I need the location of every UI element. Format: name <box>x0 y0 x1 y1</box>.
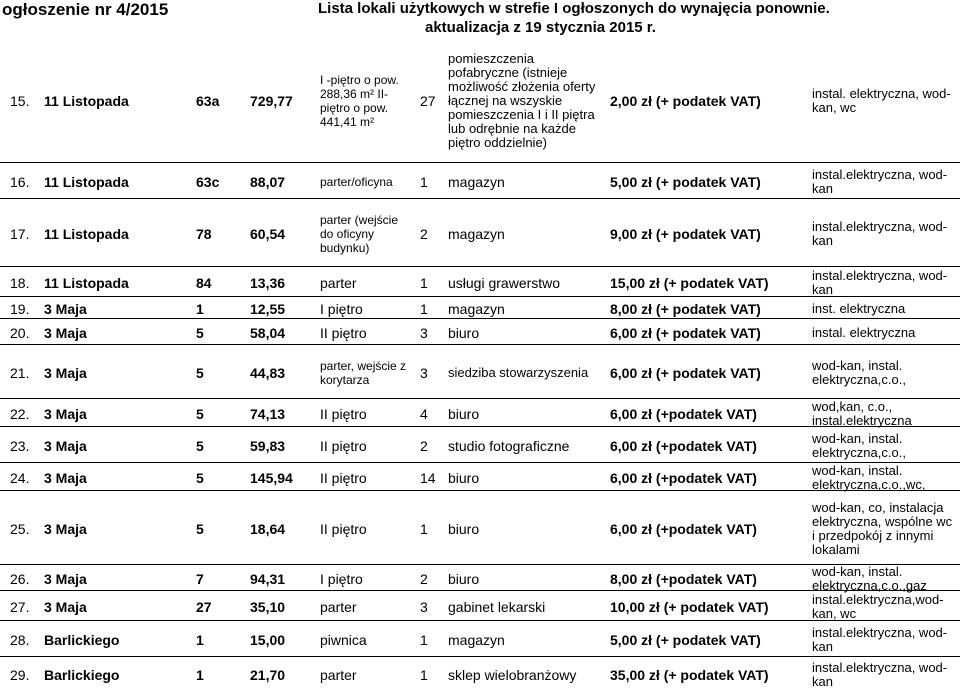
table-row <box>0 266 960 297</box>
table-row <box>0 344 960 399</box>
cell-rate: 6,00 zł (+podatek VAT) <box>610 469 757 486</box>
cell-floor: I -piętro o pow. 288,36 m² II-piętro o pow. 441,41 m² <box>320 73 399 129</box>
cell-floor: II piętro <box>320 520 367 537</box>
table-row <box>0 426 960 463</box>
cell-num: 5 <box>196 405 204 422</box>
cell-count: 27 <box>420 93 436 109</box>
cell-area: 145,94 <box>250 469 293 486</box>
cell-num: 1 <box>196 631 204 648</box>
cell-purpose: studio fotograficzne <box>448 437 570 454</box>
cell-count: 14 <box>420 469 436 486</box>
cell-rate: 8,00 zł (+podatek VAT) <box>610 570 757 587</box>
cell-num: 78 <box>196 225 212 242</box>
cell-rate: 10,00 zł (+ podatek VAT) <box>610 598 769 615</box>
cell-street: 11 Listopada <box>44 93 129 109</box>
table-row <box>0 296 960 319</box>
cell-count: 1 <box>420 274 428 291</box>
table-row <box>0 462 960 491</box>
cell-street: 3 Maja <box>44 520 87 537</box>
cell-floor: II piętro <box>320 324 367 341</box>
cell-floor: parter <box>320 598 357 615</box>
document-header <box>0 0 960 40</box>
cell-count: 2 <box>420 437 428 454</box>
cell-media: instal.elektryczna, wod-kan <box>812 267 948 297</box>
cell-street: 3 Maja <box>44 437 87 454</box>
cell-rate: 6,00 zł (+podatek VAT) <box>610 405 757 422</box>
cell-media: instal.elektryczna,wod-kan, wc <box>812 591 944 621</box>
cell-media: inst. elektryczna <box>812 300 906 316</box>
table-row <box>0 656 960 691</box>
cell-media: wod-kan, instal. elektryczna,c.o., <box>812 357 906 387</box>
cell-media: wod-kan, instal. elektryczna,c.o., <box>812 430 906 460</box>
cell-num: 5 <box>196 364 204 381</box>
cell-media: instal.elektryczna, wod-kan <box>812 659 948 689</box>
cell-media: wod-kan, instal. elektryczna,c.o.,gaz <box>812 564 927 593</box>
cell-street: 3 Maja <box>44 324 87 341</box>
cell-count: 1 <box>420 520 428 537</box>
cell-street: Barlickiego <box>44 666 120 683</box>
cell-num: 63c <box>196 173 220 190</box>
cell-no: 29. <box>10 666 30 683</box>
cell-purpose: magazyn <box>448 173 505 190</box>
cell-rate: 15,00 zł (+ podatek VAT) <box>610 274 769 291</box>
cell-media: wod-kan, co, instalacja elektryczna, wspólne wc i przedpokój z innymi lokalami <box>812 499 953 557</box>
cell-floor: parter (wejście do oficyny budynku) <box>320 212 399 255</box>
cell-area: 88,07 <box>250 173 286 190</box>
cell-floor: I piętro <box>320 300 363 317</box>
update-date: aktualizacja z 19 stycznia 2015 r. <box>425 19 656 36</box>
cell-purpose: biuro <box>448 469 480 486</box>
cell-media: wod,kan, c.o., instal.elektryczna <box>812 398 912 428</box>
cell-floor: parter/oficyna <box>320 174 393 189</box>
table-row <box>0 318 960 345</box>
cell-no: 15. <box>10 93 30 109</box>
cell-rate: 5,00 zł (+ podatek VAT) <box>610 631 761 648</box>
cell-street: 3 Maja <box>44 570 87 587</box>
cell-rate: 35,00 zł (+ podatek VAT) <box>610 666 769 683</box>
cell-num: 1 <box>196 300 204 317</box>
cell-num: 5 <box>196 437 204 454</box>
cell-area: 74,13 <box>250 405 286 422</box>
cell-rate: 5,00 zł (+ podatek VAT) <box>610 173 761 190</box>
cell-no: 24. <box>10 469 30 486</box>
cell-purpose: biuro <box>448 405 480 422</box>
cell-street: 3 Maja <box>44 300 87 317</box>
cell-purpose: usługi grawerstwo <box>448 274 561 291</box>
list-title: Lista lokali użytkowych w strefie I ogłoszonych do wynajęcia ponownie. <box>318 0 830 17</box>
cell-count: 1 <box>420 631 428 648</box>
cell-area: 12,55 <box>250 300 286 317</box>
cell-no: 27. <box>10 598 30 615</box>
cell-no: 25. <box>10 520 30 537</box>
announcement-number: ogłoszenie nr 4/2015 <box>2 0 169 19</box>
cell-area: 18,64 <box>250 520 286 537</box>
cell-no: 26. <box>10 570 30 587</box>
cell-no: 20. <box>10 324 30 341</box>
cell-num: 5 <box>196 520 204 537</box>
cell-floor: II piętro <box>320 437 367 454</box>
cell-purpose: pomieszczenia pofabryczne (istnieje możliwość złożenia oferty łącznej na wszyskie pomieszczenia I i II piętra lub odrębnie na każde piętro oddzielnie) <box>448 51 596 150</box>
cell-no: 18. <box>10 274 30 291</box>
table-row <box>0 564 960 591</box>
cell-num: 7 <box>196 570 204 587</box>
table-row <box>0 490 960 565</box>
cell-media: instal. elektryczna <box>812 324 916 340</box>
cell-floor: parter <box>320 274 357 291</box>
cell-floor: parter, wejście z korytarza <box>320 358 407 387</box>
cell-rate: 6,00 zł (+ podatek VAT) <box>610 324 761 341</box>
cell-street: 11 Listopada <box>44 173 129 190</box>
table-row <box>0 398 960 427</box>
cell-street: 11 Listopada <box>44 225 129 242</box>
cell-no: 21. <box>10 364 30 381</box>
cell-purpose: gabinet lekarski <box>448 598 546 615</box>
cell-num: 63a <box>196 93 220 109</box>
cell-no: 28. <box>10 631 30 648</box>
cell-area: 35,10 <box>250 598 286 615</box>
cell-media: instal.elektryczna, wod-kan <box>812 624 948 654</box>
cell-area: 729,77 <box>250 93 293 109</box>
cell-purpose: magazyn <box>448 300 505 317</box>
cell-area: 59,83 <box>250 437 286 454</box>
cell-num: 5 <box>196 469 204 486</box>
cell-street: 3 Maja <box>44 364 87 381</box>
cell-floor: II piętro <box>320 405 367 422</box>
cell-no: 22. <box>10 405 30 422</box>
cell-purpose: biuro <box>448 570 480 587</box>
cell-count: 2 <box>420 570 428 587</box>
cell-rate: 6,00 zł (+podatek VAT) <box>610 520 757 537</box>
cell-purpose: magazyn <box>448 225 505 242</box>
table-row <box>0 40 960 162</box>
cell-area: 58,04 <box>250 324 286 341</box>
table-row <box>0 620 960 657</box>
cell-purpose: biuro <box>448 520 480 537</box>
cell-floor: piwnica <box>320 631 367 648</box>
cell-street: Barlickiego <box>44 631 120 648</box>
cell-area: 21,70 <box>250 666 286 683</box>
cell-area: 94,31 <box>250 570 286 587</box>
cell-media: instal.elektryczna, wod-kan <box>812 166 948 196</box>
cell-rate: 6,00 zł (+podatek VAT) <box>610 437 757 454</box>
cell-num: 84 <box>196 274 212 291</box>
cell-purpose: biuro <box>448 324 480 341</box>
table-row <box>0 162 960 199</box>
cell-area: 44,83 <box>250 364 286 381</box>
cell-floor: I piętro <box>320 570 363 587</box>
table-row <box>0 198 960 267</box>
cell-floor: parter <box>320 666 357 683</box>
cell-no: 23. <box>10 437 30 454</box>
cell-media: instal.elektryczna, wod-kan <box>812 218 948 248</box>
cell-count: 3 <box>420 364 428 381</box>
cell-rate: 2,00 zł (+ podatek VAT) <box>610 93 761 109</box>
cell-area: 13,36 <box>250 274 286 291</box>
cell-purpose: sklep wielobranżowy <box>448 666 577 683</box>
cell-media: wod-kan, instal. elektryczna,c.o.,wc, <box>812 462 926 492</box>
cell-count: 4 <box>420 405 428 422</box>
cell-count: 3 <box>420 598 428 615</box>
cell-media: instal. elektryczna, wod-kan, wc <box>812 86 951 115</box>
cell-floor: II piętro <box>320 469 367 486</box>
cell-no: 19. <box>10 300 30 317</box>
cell-rate: 8,00 zł (+ podatek VAT) <box>610 300 761 317</box>
cell-rate: 6,00 zł (+ podatek VAT) <box>610 364 761 381</box>
cell-area: 60,54 <box>250 225 286 242</box>
cell-area: 15,00 <box>250 631 286 648</box>
cell-street: 3 Maja <box>44 405 87 422</box>
cell-num: 27 <box>196 598 212 615</box>
cell-num: 1 <box>196 666 204 683</box>
cell-count: 1 <box>420 300 428 317</box>
cell-no: 16. <box>10 173 30 190</box>
cell-street: 3 Maja <box>44 469 87 486</box>
cell-num: 5 <box>196 324 204 341</box>
cell-street: 11 Listopada <box>44 274 129 291</box>
cell-count: 2 <box>420 225 428 242</box>
table-row <box>0 590 960 621</box>
cell-rate: 9,00 zł (+ podatek VAT) <box>610 225 761 242</box>
cell-count: 3 <box>420 324 428 341</box>
cell-no: 17. <box>10 225 30 242</box>
cell-street: 3 Maja <box>44 598 87 615</box>
cell-purpose: magazyn <box>448 631 505 648</box>
cell-count: 1 <box>420 666 428 683</box>
cell-count: 1 <box>420 173 428 190</box>
cell-purpose: siedziba stowarzyszenia <box>448 364 589 380</box>
